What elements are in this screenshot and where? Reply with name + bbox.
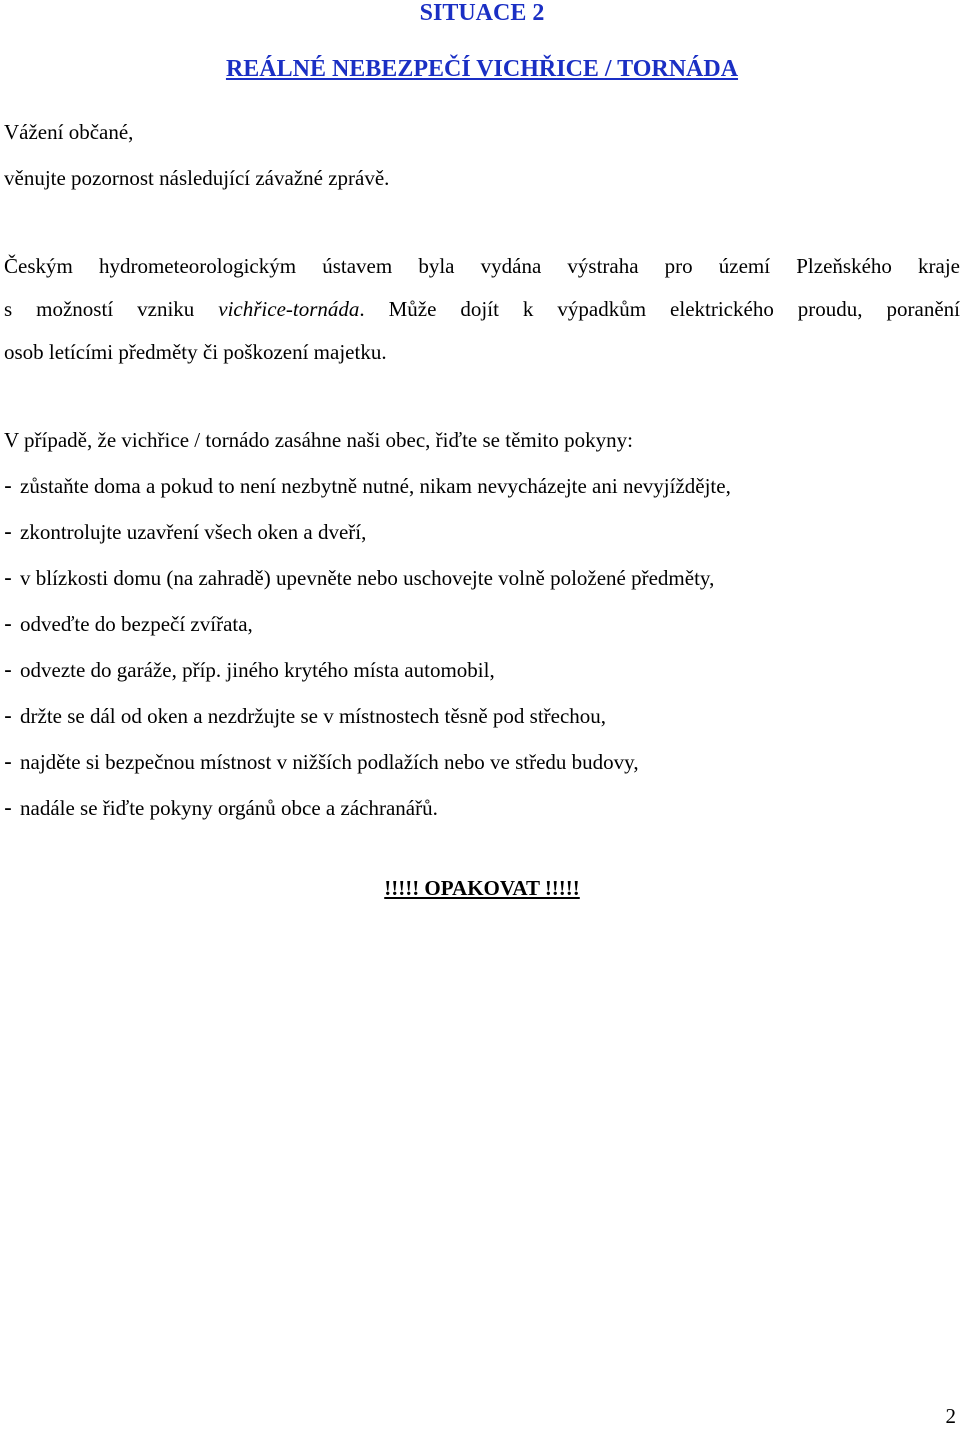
greeting-line: věnujte pozornost následující závažné zprávě. <box>4 166 390 190</box>
page-number: 2 <box>945 1404 956 1428</box>
danger-heading: REÁLNÉ NEBEZPEČÍ VICHŘICE / TORNÁDA <box>225 56 739 82</box>
instruction-text: nadále se řiďte pokyny orgánů obce a záchranářů. <box>20 796 438 820</box>
instruction-item <box>4 657 495 684</box>
warning-term: vichřice-tornáda <box>218 297 360 321</box>
warning-text: s možností vzniku <box>4 297 219 321</box>
instruction-item <box>4 519 366 546</box>
instruction-text: v blízkosti domu (na zahradě) upevněte nebo uschovejte volně položené předměty, <box>20 566 715 590</box>
dash-bullet: - <box>4 796 12 821</box>
instruction-text: zkontrolujte uzavření všech oken a dveří, <box>20 520 367 544</box>
instruction-text: odvezte do garáže, příp. jiného krytého místa automobil, <box>20 658 495 682</box>
instruction-item <box>4 565 714 592</box>
dash-bullet: - <box>4 704 12 729</box>
instruction-text: najděte si bezpečnou místnost v nižších podlažích nebo ve středu budovy, <box>20 750 639 774</box>
instruction-item <box>4 611 253 638</box>
warning-line <box>4 296 960 322</box>
repeat-notice: !!!!! OPAKOVAT !!!!! <box>384 876 580 900</box>
situation-title: SITUACE 2 <box>419 0 545 26</box>
instruction-text: držte se dál od oken a nezdržujte se v místnostech těsně pod střechou, <box>20 704 607 728</box>
warning-text: . Může dojít k výpadkům elektrického proudu, poranění <box>359 297 960 321</box>
instruction-item <box>4 749 639 776</box>
dash-bullet: - <box>4 750 12 775</box>
instruction-item <box>4 795 438 822</box>
warning-line: osob letícími předměty či poškození majetku. <box>4 340 387 364</box>
instruction-item <box>4 703 606 730</box>
greeting-line: Vážení občané, <box>4 120 134 144</box>
dash-bullet: - <box>4 520 12 545</box>
dash-bullet: - <box>4 474 12 499</box>
instructions-intro: V případě, že vichřice / tornádo zasáhne naši obec, řiďte se těmito pokyny: <box>4 428 633 452</box>
dash-bullet: - <box>4 566 12 591</box>
dash-bullet: - <box>4 612 12 637</box>
instruction-item <box>4 473 731 500</box>
dash-bullet: - <box>4 658 12 683</box>
instruction-text: zůstaňte doma a pokud to není nezbytně nutné, nikam nevycházejte ani nevyjíždějte, <box>20 474 731 498</box>
warning-line: Českým hydrometeorologickým ústavem byla vydána výstraha pro území Plzeňského kraje <box>4 254 960 278</box>
instruction-text: odveďte do bezpečí zvířata, <box>20 612 253 636</box>
